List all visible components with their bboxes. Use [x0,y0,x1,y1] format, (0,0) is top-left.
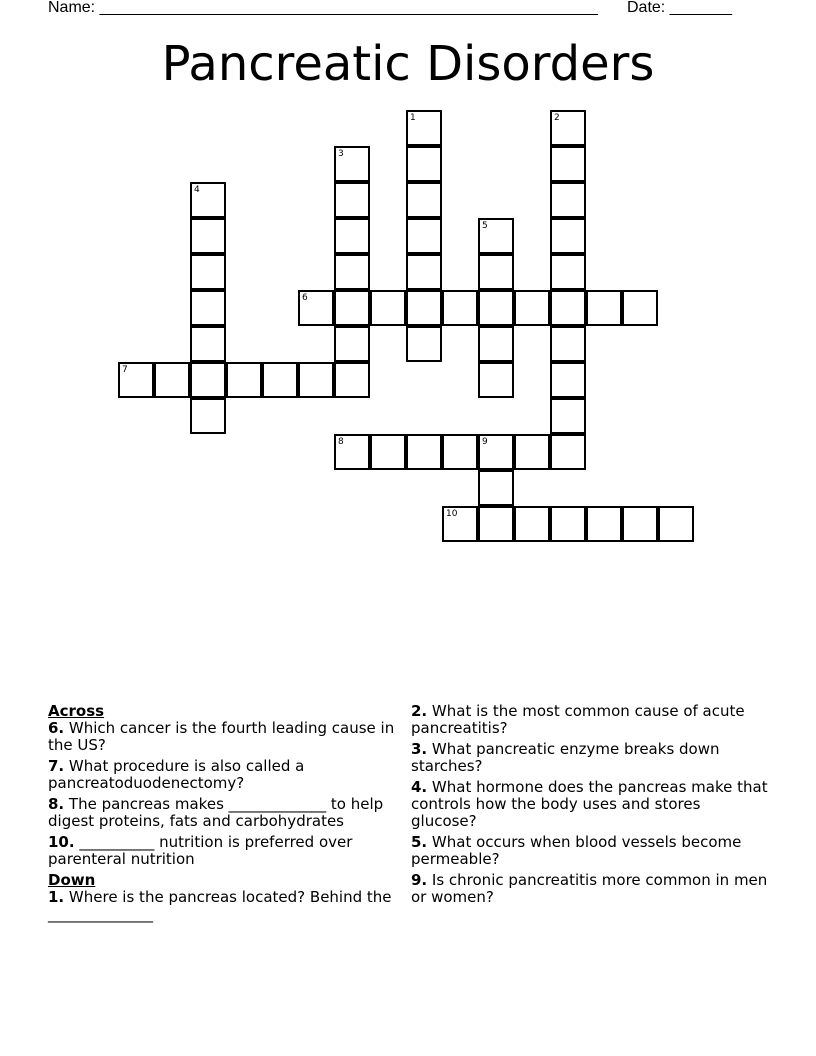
clue-text: __________ nutrition is preferred over parenteral nutrition [48,833,353,868]
crossword-cell[interactable] [190,218,226,254]
crossword-cell[interactable] [262,362,298,398]
crossword-cell[interactable] [406,146,442,182]
crossword-cell[interactable] [298,290,334,326]
clue-text: What pancreatic enzyme breaks down starches? [411,740,720,775]
crossword-cell[interactable] [550,146,586,182]
clue-number: 5 [482,221,488,231]
crossword-cell[interactable] [478,254,514,290]
crossword-cell[interactable] [478,362,514,398]
crossword-cell[interactable] [550,434,586,470]
crossword-cell[interactable] [334,254,370,290]
crossword-cell[interactable] [406,218,442,254]
clue-number-label: 6. [48,719,65,737]
clue-text: Which cancer is the fourth leading cause in the US? [48,719,395,754]
crossword-cell[interactable] [550,290,586,326]
down-clue-list-left [48,889,406,923]
clue-number: 2 [554,113,560,123]
crossword-cell[interactable] [442,506,478,542]
crossword-cell[interactable] [586,506,622,542]
crossword-cell[interactable] [478,290,514,326]
clue-text: What hormone does the pancreas make that controls how the body uses and stores glucose? [411,778,768,830]
crossword-cell[interactable] [550,398,586,434]
across-clue-list [48,720,406,868]
clue-item [411,703,769,737]
crossword-cell[interactable] [190,182,226,218]
crossword-cell[interactable] [370,434,406,470]
crossword-cell[interactable] [190,254,226,290]
clue-number: 3 [338,149,344,159]
crossword-cell[interactable] [190,398,226,434]
clue-item [48,889,406,923]
crossword-cell[interactable] [334,290,370,326]
crossword-cell[interactable] [478,470,514,506]
crossword-cell[interactable] [334,146,370,182]
crossword-cell[interactable] [334,218,370,254]
clue-item [48,720,406,754]
crossword-cell[interactable] [334,326,370,362]
crossword-cell[interactable] [406,182,442,218]
crossword-cell[interactable] [442,290,478,326]
down-clue-list-right [411,703,769,906]
clue-item [48,834,406,868]
clue-number: 10 [446,509,458,519]
crossword-cell[interactable] [298,362,334,398]
crossword-cell[interactable] [550,110,586,146]
clue-item [411,834,769,868]
clue-number: 9 [482,437,488,447]
crossword-cell[interactable] [154,362,190,398]
crossword-cell[interactable] [622,506,658,542]
clue-text: The pancreas makes _____________ to help digest proteins, fats and carbohydrates [48,795,384,830]
date-field-label: Date: _______ [627,0,732,16]
crossword-cell[interactable] [226,362,262,398]
clue-number-label: 9. [411,871,428,889]
clue-number: 4 [194,185,200,195]
crossword-cell[interactable] [658,506,694,542]
crossword-cell[interactable] [478,506,514,542]
clue-column-left [48,703,406,927]
crossword-cell[interactable] [550,326,586,362]
clue-number: 8 [338,437,344,447]
clue-number-label: 4. [411,778,428,796]
clue-text: What procedure is also called a pancreatoduodenectomy? [48,757,305,792]
clue-number-label: 5. [411,833,428,851]
clue-number: 1 [410,113,416,123]
clue-item [411,872,769,906]
clue-text: What occurs when blood vessels become permeable? [411,833,742,868]
clue-text: Where is the pancreas located? Behind the ______________ [48,888,392,923]
across-heading: Across [48,702,105,720]
crossword-cell[interactable] [190,362,226,398]
crossword-cell[interactable] [586,290,622,326]
crossword-cell[interactable] [478,218,514,254]
crossword-cell[interactable] [406,326,442,362]
crossword-cell[interactable] [334,182,370,218]
crossword-cell[interactable] [190,326,226,362]
clue-number: 7 [122,365,128,375]
name-field-label: Name: ________________________________________________________ [48,0,598,16]
clue-column-right [411,703,769,910]
crossword-cell[interactable] [550,254,586,290]
crossword-cell[interactable] [478,326,514,362]
page-title: Pancreatic Disorders [161,36,655,92]
crossword-cell[interactable] [118,362,154,398]
crossword-cell[interactable] [514,290,550,326]
crossword-cell[interactable] [550,182,586,218]
crossword-cell[interactable] [334,434,370,470]
clue-item [411,779,769,830]
clue-number-label: 8. [48,795,65,813]
clue-item [48,796,406,830]
crossword-cell[interactable] [406,110,442,146]
crossword-cell[interactable] [442,434,478,470]
crossword-cell[interactable] [406,434,442,470]
crossword-cell[interactable] [334,362,370,398]
clue-number-label: 7. [48,757,65,775]
clue-item [48,758,406,792]
clue-number-label: 2. [411,702,428,720]
crossword-cell[interactable] [550,218,586,254]
clue-item [411,741,769,775]
clue-number: 6 [302,293,308,303]
clue-text: Is chronic pancreatitis more common in men or women? [411,871,768,906]
crossword-cell[interactable] [550,362,586,398]
clue-number-label: 1. [48,888,65,906]
down-heading: Down [48,871,96,889]
crossword-cell[interactable] [478,434,514,470]
crossword-cell[interactable] [514,506,550,542]
crossword-cell[interactable] [406,290,442,326]
crossword-cell[interactable] [514,434,550,470]
crossword-cell[interactable] [550,506,586,542]
clue-text: What is the most common cause of acute pancreatitis? [411,702,745,737]
crossword-cell[interactable] [370,290,406,326]
clue-number-label: 3. [411,740,428,758]
crossword-cell[interactable] [622,290,658,326]
clue-number-label: 10. [48,833,75,851]
crossword-cell[interactable] [406,254,442,290]
crossword-cell[interactable] [190,290,226,326]
